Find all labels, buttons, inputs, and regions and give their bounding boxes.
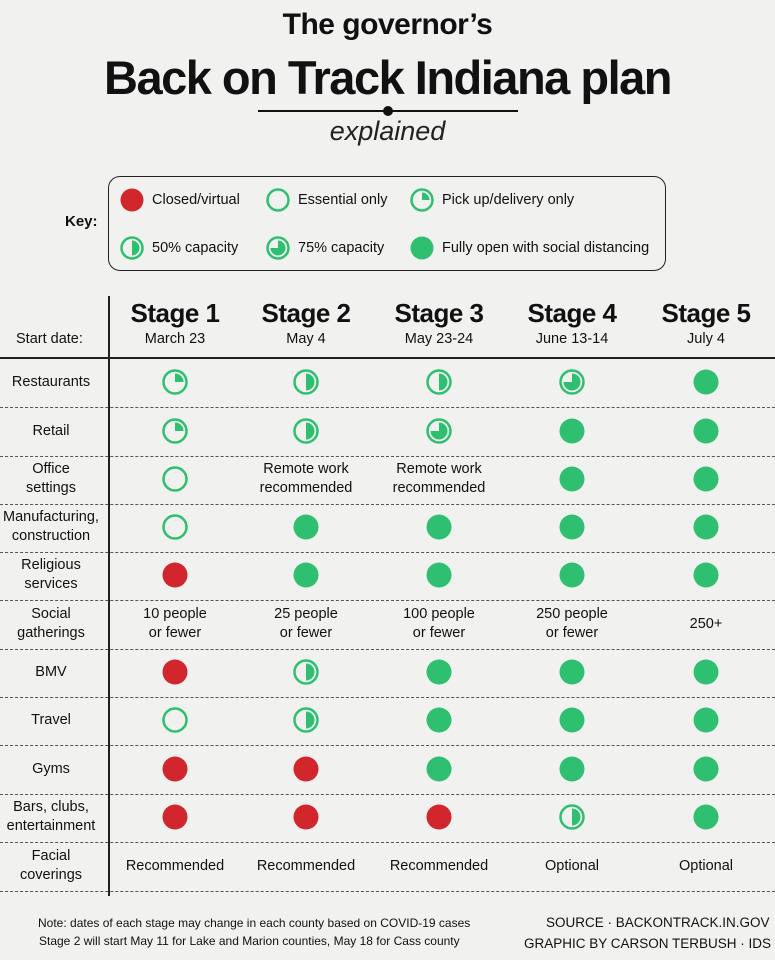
footer-credit: GRAPHIC BY CARSON TERBUSH · IDS	[523, 936, 771, 951]
row-label-line: Facial	[31, 848, 71, 865]
open-icon	[693, 562, 719, 588]
open-icon	[693, 804, 719, 830]
cell-text: or fewer	[412, 625, 466, 642]
open-icon	[426, 562, 452, 588]
table-cell	[236, 551, 376, 600]
footer-credits	[524, 912, 771, 954]
table-cell	[105, 551, 245, 600]
open-icon	[693, 756, 719, 782]
table-cell	[502, 648, 642, 697]
table-cell	[636, 696, 775, 745]
pickup-icon	[162, 418, 188, 444]
table-cell	[105, 793, 245, 842]
stage-name: Stage 1	[130, 298, 220, 328]
cell-text: or fewer	[148, 625, 202, 642]
open-icon	[293, 514, 319, 540]
open-icon	[559, 418, 585, 444]
table-cell	[502, 600, 642, 649]
table-cell	[369, 407, 509, 456]
table-cell	[502, 455, 642, 504]
open-icon	[410, 236, 434, 260]
stage-name: Stage 3	[394, 298, 484, 328]
open-icon	[693, 514, 719, 540]
pickup-icon	[410, 188, 434, 212]
half-icon	[293, 418, 319, 444]
table-cell	[236, 503, 376, 552]
cell-text: Remote work	[396, 461, 482, 478]
stage-start-date: May 23-24	[404, 331, 474, 347]
key-item-essential	[266, 188, 387, 212]
key-item-threequarter	[266, 236, 384, 260]
open-icon	[559, 756, 585, 782]
key-item-pickup	[410, 188, 574, 212]
row-label	[0, 556, 102, 594]
closed-icon	[293, 804, 319, 830]
row-label	[0, 798, 102, 836]
start-date-label: Start date:	[16, 331, 83, 347]
table-cell	[636, 503, 775, 552]
table-cell	[369, 793, 509, 842]
title-top: The governor’s	[282, 8, 493, 41]
table-cell	[236, 745, 376, 794]
table-cell	[236, 455, 376, 504]
table-cell	[502, 358, 642, 407]
key-item-open	[410, 236, 649, 260]
closed-icon	[162, 659, 188, 685]
table-cell	[502, 842, 642, 891]
table-cell	[369, 745, 509, 794]
cell-text: Remote work	[263, 461, 349, 478]
cell-text: recommended	[259, 480, 353, 497]
table-cell	[369, 842, 509, 891]
table-cell	[502, 793, 642, 842]
table-cell	[105, 455, 245, 504]
stage-header-3	[369, 298, 509, 347]
table-cell	[502, 745, 642, 794]
stage-name: Stage 4	[527, 298, 617, 328]
open-icon	[693, 659, 719, 685]
open-icon	[426, 707, 452, 733]
row-label-line: entertainment	[6, 818, 96, 835]
row-label-line: Travel	[31, 711, 71, 728]
closed-icon	[162, 756, 188, 782]
open-icon	[693, 418, 719, 444]
open-icon	[693, 707, 719, 733]
row-label-line: Social	[31, 606, 71, 623]
table-cell	[369, 455, 509, 504]
key-item-closed	[120, 188, 240, 212]
threequarter-icon	[266, 236, 290, 260]
open-icon	[426, 514, 452, 540]
open-icon	[293, 562, 319, 588]
table-cell	[105, 842, 245, 891]
open-icon	[559, 514, 585, 540]
open-icon	[426, 659, 452, 685]
row-label-line: coverings	[19, 867, 83, 884]
table-cell	[636, 648, 775, 697]
table-cell	[236, 696, 376, 745]
cell-text: or fewer	[279, 625, 333, 642]
table-cell	[502, 696, 642, 745]
row-label-line: Manufacturing,	[3, 509, 99, 526]
title-subtitle: explained	[329, 116, 446, 146]
key-item-label: 50% capacity	[152, 240, 239, 256]
cell-text: Recommended	[256, 857, 356, 874]
open-icon	[559, 466, 585, 492]
cell-text: Optional	[678, 857, 733, 874]
table-cell	[636, 551, 775, 600]
row-label	[0, 760, 102, 779]
cell-text: 250 people	[536, 606, 608, 623]
open-icon	[693, 369, 719, 395]
page-title: Back on Track Indiana plan	[104, 51, 671, 104]
row-separator	[0, 891, 775, 892]
pickup-icon	[162, 369, 188, 395]
stage-name: Stage 5	[661, 298, 751, 328]
title-rule-dot	[383, 106, 393, 116]
stage-header-1	[105, 298, 245, 347]
closed-icon	[162, 562, 188, 588]
table-cell	[105, 600, 245, 649]
table-cell	[636, 600, 775, 649]
table-cell	[105, 503, 245, 552]
cell-text: or fewer	[545, 625, 599, 642]
cell-text: Recommended	[389, 857, 489, 874]
table-cell	[236, 407, 376, 456]
open-icon	[693, 466, 719, 492]
cell-text: Recommended	[125, 857, 225, 874]
table-cell	[105, 745, 245, 794]
closed-icon	[426, 804, 452, 830]
key-item-label: Fully open with social distancing	[442, 240, 650, 256]
open-icon	[559, 659, 585, 685]
table-cell	[636, 745, 775, 794]
table-cell	[236, 600, 376, 649]
footer-note	[38, 914, 470, 950]
table-cell	[369, 551, 509, 600]
key-item-label: Essential only	[298, 192, 388, 208]
half-icon	[293, 707, 319, 733]
table-cell	[105, 407, 245, 456]
stage-header-5	[636, 298, 775, 347]
stage-start-date: May 4	[286, 331, 326, 347]
row-label	[0, 605, 102, 643]
row-label-line: Office	[32, 461, 70, 478]
cell-text: 25 people	[274, 606, 338, 623]
stage-header-2	[236, 298, 376, 347]
open-icon	[559, 707, 585, 733]
table-cell	[369, 696, 509, 745]
essential-icon	[162, 466, 188, 492]
table-cell	[369, 503, 509, 552]
key-item-label: Closed/virtual	[152, 192, 240, 208]
closed-icon	[293, 756, 319, 782]
key-item-label: Pick up/delivery only	[442, 192, 575, 208]
table-cell	[236, 793, 376, 842]
table-cell	[369, 358, 509, 407]
cell-text: recommended	[392, 480, 486, 497]
essential-icon	[162, 514, 188, 540]
table-cell	[502, 407, 642, 456]
table-cell	[236, 648, 376, 697]
row-label	[0, 508, 102, 546]
table-cell	[105, 358, 245, 407]
footer-source: SOURCE · BACKONTRACK.IN.GOV	[545, 915, 770, 930]
closed-icon	[162, 804, 188, 830]
footer-note-line-2: Stage 2 will start May 11 for Lake and Marion counties, May 18 for Cass county	[39, 934, 460, 948]
row-label	[0, 460, 102, 498]
row-label-line: Retail	[32, 422, 70, 439]
row-label-line: construction	[11, 528, 91, 545]
table-cell	[502, 551, 642, 600]
key-item-half	[120, 236, 238, 260]
essential-icon	[162, 707, 188, 733]
half-icon	[426, 369, 452, 395]
table-cell	[636, 407, 775, 456]
cell-text: 100 people	[403, 606, 475, 623]
row-label	[0, 663, 102, 682]
open-icon	[559, 562, 585, 588]
half-icon	[559, 804, 585, 830]
threequarter-icon	[426, 418, 452, 444]
table-cell	[105, 648, 245, 697]
table-cell	[369, 600, 509, 649]
essential-icon	[266, 188, 290, 212]
open-icon	[426, 756, 452, 782]
stage-start-date: June 13-14	[535, 331, 609, 347]
key-item-label: 75% capacity	[298, 240, 385, 256]
row-label-line: settings	[26, 480, 76, 497]
cell-text: 250+	[689, 615, 723, 632]
table-cell	[105, 696, 245, 745]
row-label-line: Bars, clubs,	[13, 799, 89, 816]
stage-header-4	[502, 298, 642, 347]
cell-text: 10 people	[143, 606, 207, 623]
half-icon	[293, 369, 319, 395]
stage-name: Stage 2	[261, 298, 351, 328]
table-cell	[636, 358, 775, 407]
table-cell	[369, 648, 509, 697]
stage-start-date: March 23	[144, 331, 206, 347]
row-label-line: BMV	[35, 663, 67, 680]
half-icon	[293, 659, 319, 685]
threequarter-icon	[559, 369, 585, 395]
table-cell	[236, 358, 376, 407]
row-label	[0, 847, 102, 885]
table-cell	[636, 793, 775, 842]
table-cell	[502, 503, 642, 552]
closed-icon	[120, 188, 144, 212]
key-label: Key:	[65, 213, 98, 230]
row-label-line: Religious	[21, 557, 81, 574]
cell-text: Optional	[544, 857, 599, 874]
row-label-line: gatherings	[17, 625, 85, 642]
row-label-line: Gyms	[32, 760, 70, 777]
row-label	[0, 422, 102, 441]
half-icon	[120, 236, 144, 260]
row-label	[0, 373, 102, 392]
row-label-line: Restaurants	[11, 373, 91, 390]
row-label	[0, 711, 102, 730]
row-label-line: services	[24, 576, 78, 593]
table-cell	[636, 455, 775, 504]
stage-start-date: July 4	[687, 331, 725, 347]
table-cell	[236, 842, 376, 891]
footer-note-line-1: Note: dates of each stage may change in each county based on COVID-19 cases	[38, 916, 471, 930]
table-cell	[636, 842, 775, 891]
